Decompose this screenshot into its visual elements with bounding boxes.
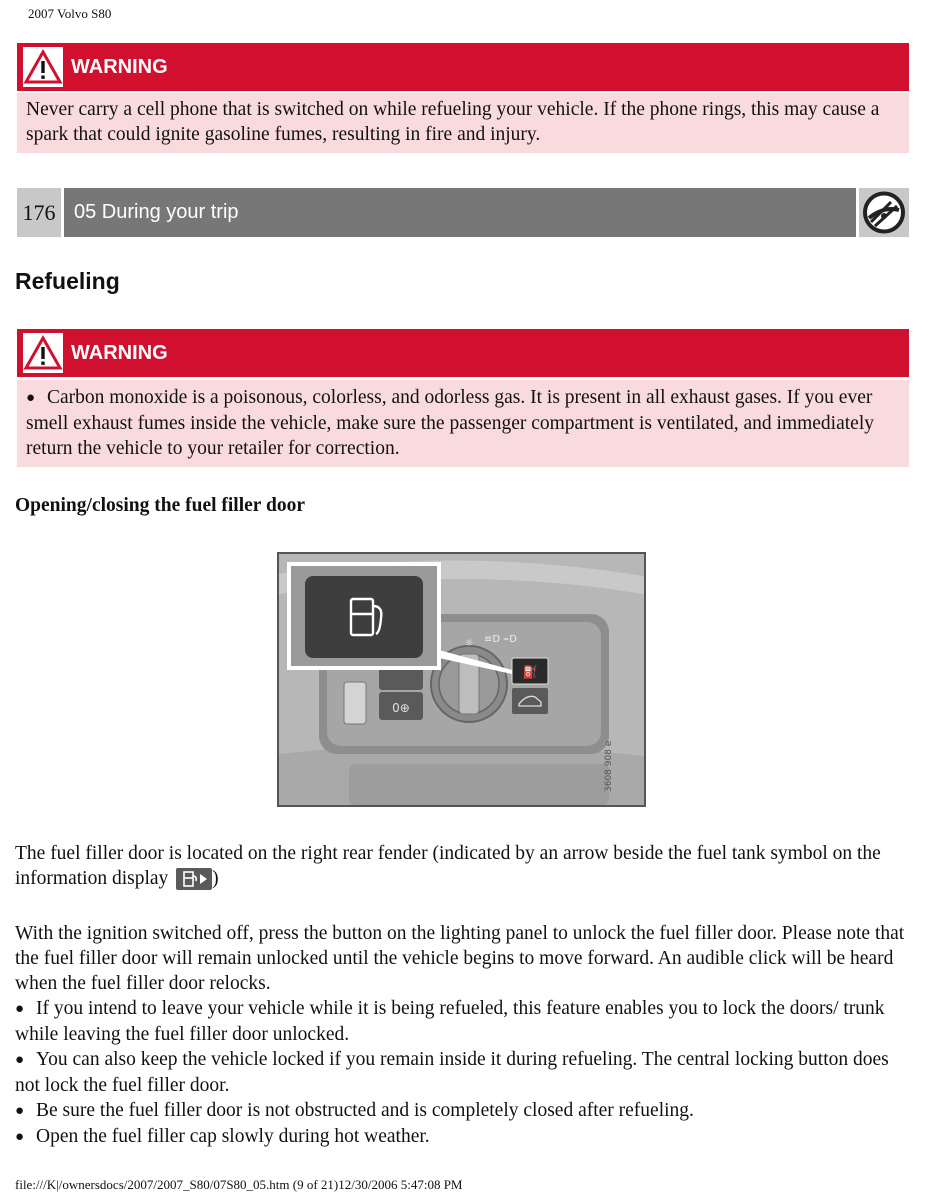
warning-text: Never carry a cell phone that is switched on while refueling your vehicle. If the phone rings, this may cause a spark that could ignite gasoline fumes, resulting in fire and injury. <box>17 93 909 153</box>
bullet-icon: ● <box>26 390 36 406</box>
paragraph-ignition: With the ignition switched off, press the button on the lighting panel to unlock the fuel filler door. Please note that the fuel filler door will remain unlocked until the vehicle begins to move forward. An audible click will be heard when the fuel filler door relocks. <box>15 923 905 994</box>
list-item <box>15 1098 910 1124</box>
list-item <box>15 1124 910 1150</box>
chapter-title: 05 During your trip <box>64 188 856 237</box>
svg-text:⛽: ⛽ <box>522 665 538 679</box>
warning-header <box>17 43 909 91</box>
svg-text:≡D ⌁D: ≡D ⌁D <box>484 634 517 645</box>
figure-code: 3608 908 e <box>604 740 614 792</box>
paragraph-text: The fuel filler door is located on the right rear fender (indicated by an arrow beside the fuel tank symbol on the information display <box>15 843 881 889</box>
warning-bullet-text: Carbon monoxide is a poisonous, colorless, and odorless gas. It is present in all exhaust gases. If you ever smell exhaust fumes inside the vehicle, make sure the passenger compartment is ventilated, and immediately return the vehicle to your retailer for correction. <box>26 387 874 459</box>
warning-triangle-icon <box>23 333 63 373</box>
svg-text:0⊕: 0⊕ <box>392 701 410 715</box>
chapter-bar <box>17 188 909 237</box>
bullet-list <box>15 996 910 1150</box>
bullet-icon: ● <box>15 1129 25 1145</box>
list-item-text: You can also keep the vehicle locked if you remain inside it during refueling. The central locking button does not lock the fuel filler door. <box>15 1049 889 1096</box>
list-item-text: If you intend to leave your vehicle while it is being refueled, this feature enables you to lock the doors/ trunk while leaving the fuel filler door unlocked. <box>15 998 885 1045</box>
footer-path: file:///K|/ownersdocs/2007/2007_S80/07S80_05.htm (9 of 21)12/30/2006 5:47:08 PM <box>15 1177 463 1192</box>
paragraph-text-end: ) <box>212 868 219 889</box>
warning-triangle-icon <box>23 47 63 87</box>
list-item <box>15 996 910 1047</box>
steering-wheel-icon <box>859 188 909 237</box>
list-item-text: Be sure the fuel filler door is not obstructed and is completely closed after refueling. <box>36 1100 694 1121</box>
section-title: Refueling <box>15 268 120 294</box>
bullet-icon: ● <box>15 1103 25 1119</box>
lighting-panel-figure <box>277 552 646 807</box>
warning-label: WARNING <box>71 341 168 364</box>
warning-label: WARNING <box>71 55 168 78</box>
svg-text:☼: ☼ <box>464 638 474 649</box>
chapter-icon-box <box>859 188 909 237</box>
list-item-text: Open the fuel filler cap slowly during hot weather. <box>36 1126 430 1147</box>
fuel-display-icon <box>176 868 212 890</box>
warning-text <box>17 380 909 467</box>
paragraph-location <box>15 841 910 891</box>
bullet-icon: ● <box>15 1052 25 1068</box>
document-title: 2007 Volvo S80 <box>28 6 112 21</box>
bullet-icon: ● <box>15 1001 25 1017</box>
subsection-title: Opening/closing the fuel filler door <box>15 495 305 516</box>
warning-header <box>17 329 909 377</box>
list-item <box>15 1047 910 1098</box>
page-number: 176 <box>17 188 61 237</box>
lighting-panel-illustration <box>279 554 644 805</box>
